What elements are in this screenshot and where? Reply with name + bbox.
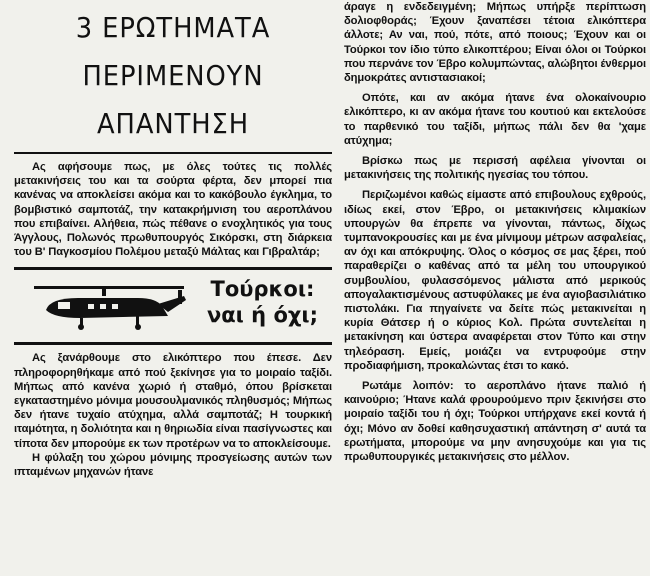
left-column [14,4,332,479]
subhead-line-1: Τούρκοι: [210,277,315,302]
subhead-box [14,267,332,345]
helicopter-illustration [28,276,188,334]
right-paragraph-2: Οπότε, και αν ακόμα ήτανε ένα ολοκαίνουριο ελικόπτερο, κι αν ακόμα ήτανε του κουτιού και εκτελούσε το παρθενικό του ταξίδι, μήπως πάλι δεν θα 'χαμε ατύχημα; [344,92,646,147]
left-paragraph-1: Ας αφήσουμε πως, με όλες τούτες τις πολλές μετακινήσεις του και τα σούρτα φέρτα, δεν μπορεί πια κανένας να αποκλείσει ακόμα και το κακόβουλο έγκλημα, το βομβιστικό σαμποτάζ, την κατακρήμνιση του αεροπλάνου που επιβαίνει. Αλήθεια, πώς πέθανε ο ενοχλητικός για τους Άγγλους, Πολωνός πρωθυπουργός Σικόρσκι, στη διάρκεια του Β' Παγκοσμίου Πολέμου μεταξύ Μάλτας και Γιβραλτάρ; [14,161,332,259]
subhead-line-2: ναι ή όχι; [206,303,318,328]
left-paragraph-3: Η φύλαξη του χώρου μόνιμης προσγείωσης αυτών των ιπταμένων μηχανών ήτανε [14,451,332,479]
right-paragraph-5: Ρωτάμε λοιπόν: το αεροπλάνο ήτανε παλιό ή καινούριο; Ήτανε καλά φρουρούμενο πριν ξεκινήσει στο μοιραίο ταξίδι του ή όχι; Τούρκοι υπήρχανε εκεί κοντά ή όχι; Μόνο αν δοθεί καθησυχαστική απάντηση σ' αυτά τα ερωτήματα, μπορούμε να μην ανησυχούμε και για τις πρωθυπουργικές μετακινήσεις στο μέλλον. [344,380,646,464]
headline-line-3: ΑΠΑΝΤΗΣΗ [96,107,250,140]
right-column [344,0,646,470]
left-paragraph-2: Ας ξανάρθουμε στο ελικόπτερο που έπεσε. Δεν πληροφορηθήκαμε από πού ξεκίνησε για το μοιραίο ταξίδι. Μήπως από κανένα χωριό ή σταθμό, όπου βρίσκεται εγκαταστημένο μόνιμα μουσουλμανικός πληθυσμός; Μήπως δεν ήτανε τυχαίο ατύχημα, αλλά σαμποτάζ; Η τουρκική ιταμότητα, η δολιότητα και η θηριωδία είναι πασίγνωστες και τίποτα δεν μπορούμε εκ των προτέρων να το αποκλείσουμε. [14,352,332,450]
right-paragraph-3: Βρίσκω πως με περισσή αφέλεια γίνονται οι μετακινήσεις της πολιτικής ηγεσίας του τόπου. [344,155,646,182]
headline [27,4,320,148]
headline-line-2: ΠΕΡΙΜΕΝΟΥΝ [82,59,264,92]
right-paragraph-1: άραγε η ενδεδειγμένη; Μήπως υπήρξε περίπτωση δολιοφθοράς; Έχουν ξαναπέσει τέτοια ελικόπτερα άλλοτε; Αν ναι, πού, πότε, από ποιους; Έχουν και οι Τούρκοι τον ίδιο τύπο ελικοπτέρου; Είναι όλοι οι Τούρκοι που περνάνε τον Έβρο κολυμπώντας, αλώβητοι ένθερμοι δημοκράτες αντιστασιακοί; [344,1,646,85]
subhead [207,276,318,328]
headline-rule [14,152,332,154]
right-paragraph-4: Περιζωμένοι καθώς είμαστε από επιβουλους εχθρούς, ιδίως εκεί, στον Έβρο, οι μετακινήσεις κλιμακίων υπουργών θα έπρεπε να γίνονται, πάντως, δίχως τυμπανοκρουσίες και με ένα μίνιμουμ μέτρων ασφαλείας, αν όχι και απόκρυψης. Όλος ο κόσμος σε μας ξέρει, πού παραθερίζει ο καθένας από τα μέλη του υπουργικού συμβουλίου, φυλασσόμενος μάλιστα από μερικούς απογαλακτισμένους αστυφύλακες με ένα αγιοβασιλιάτικο πιστολάκι. Για πηγαίνετε να δείτε πώς μετακινείται η κυρία Θάτσερ ή ο κύριος Κολ. Πρώτα συντελείται η μετακίνηση και ύστερα αναφέρεται στον Τύπο και στην τηλεόραση. Εμείς, μοιάζει να εντρυφούμε στην προδιαφήμιση, προκαλώντας έτσι το κακό. [344,189,646,372]
headline-line-1: 3 ΕΡΩΤΗΜΑΤΑ [75,11,271,44]
